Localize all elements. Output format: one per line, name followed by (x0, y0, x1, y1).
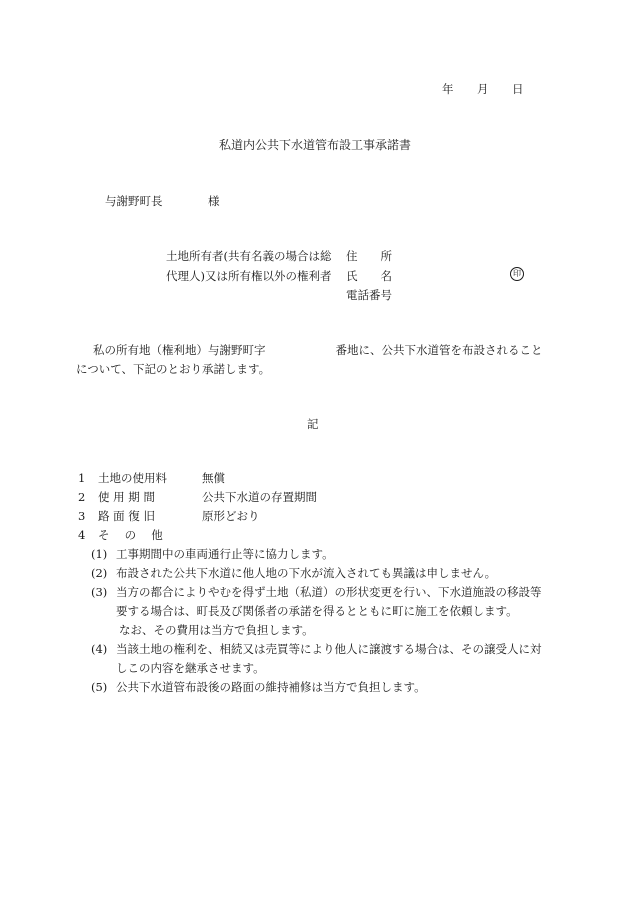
date-year: 年 (442, 82, 454, 96)
item-number: 3 (78, 509, 86, 523)
ki-heading: 記 (307, 417, 319, 431)
item-value: 原形どおり (202, 509, 260, 523)
document-title: 私道内公共下水道管布設工事承諾書 (219, 138, 412, 152)
item-label: 土地の使用料 (98, 471, 167, 485)
sub-item-number: (4) (91, 642, 108, 656)
date-day: 日 (512, 82, 524, 96)
sub-item-note: なお、その費用は当方で負担します。 (119, 623, 314, 637)
list-item (78, 488, 548, 507)
consent-paragraph (76, 341, 546, 379)
sub-item (78, 583, 548, 621)
addressee-honorific: 様 (208, 194, 220, 208)
sub-item-number: (2) (91, 566, 108, 580)
sub-item-text: 布設された公共下水道に他人地の下水が流入されても異議は申しません。 (116, 566, 497, 580)
addressee-name: 与謝野町長 (105, 194, 163, 208)
item-number: 4 (78, 528, 86, 542)
sub-item (78, 564, 548, 583)
item-label: そ の 他 (98, 528, 163, 542)
item-value: 公共下水道の存置期間 (202, 490, 317, 504)
seal-mark: 印 (510, 267, 524, 281)
sub-item-text: 工事期間中の車両通行止等に協力します。 (116, 547, 334, 561)
sub-item-text: 当方の都合によりやむを得ず土地（私道）の形状変更を行い、下水道施設の移設等要する場合は、町長及び関係者の承諾を得るとともに町に施工を依頼します。 (116, 585, 542, 618)
applicant-role-line2: 代理人)又は所有権以外の権利者 (166, 269, 332, 283)
sub-item-number: (1) (91, 547, 108, 561)
applicant-role-line1: 土地所有者(共有名義の場合は総 (166, 249, 332, 263)
address-label: 住 所 (346, 249, 392, 263)
sub-item-text: 公共下水道管布設後の路面の維持補修は当方で負担します。 (116, 680, 426, 694)
list-item (78, 526, 548, 545)
item-label: 路 面 復 旧 (98, 509, 155, 523)
date-month: 月 (477, 82, 489, 96)
sub-item (78, 545, 548, 564)
sub-item-number: (3) (91, 585, 108, 599)
name-label: 氏 名 (346, 269, 392, 283)
item-value: 無償 (202, 471, 225, 485)
consent-text-part1: 私の所有地（権利地）与謝野町字 (93, 343, 266, 357)
sub-item (78, 640, 548, 678)
item-number: 2 (78, 490, 86, 504)
item-number: 1 (78, 471, 86, 485)
consent-text-part2: 番地に、公共下水道管を布設されることについて、下記のとおり承諾します。 (76, 343, 543, 376)
list-item (78, 507, 548, 526)
phone-label: 電話番号 (346, 288, 392, 302)
list-item (78, 469, 548, 488)
sub-item-text: 当該土地の権利を、相続又は売買等により他人に譲渡する場合は、その譲受人に対しこの内容を継承させます。 (116, 642, 542, 675)
sub-item-number: (5) (91, 680, 108, 694)
conditions-list (78, 469, 548, 697)
item-label: 使 用 期 間 (98, 490, 155, 504)
sub-item (78, 678, 548, 697)
